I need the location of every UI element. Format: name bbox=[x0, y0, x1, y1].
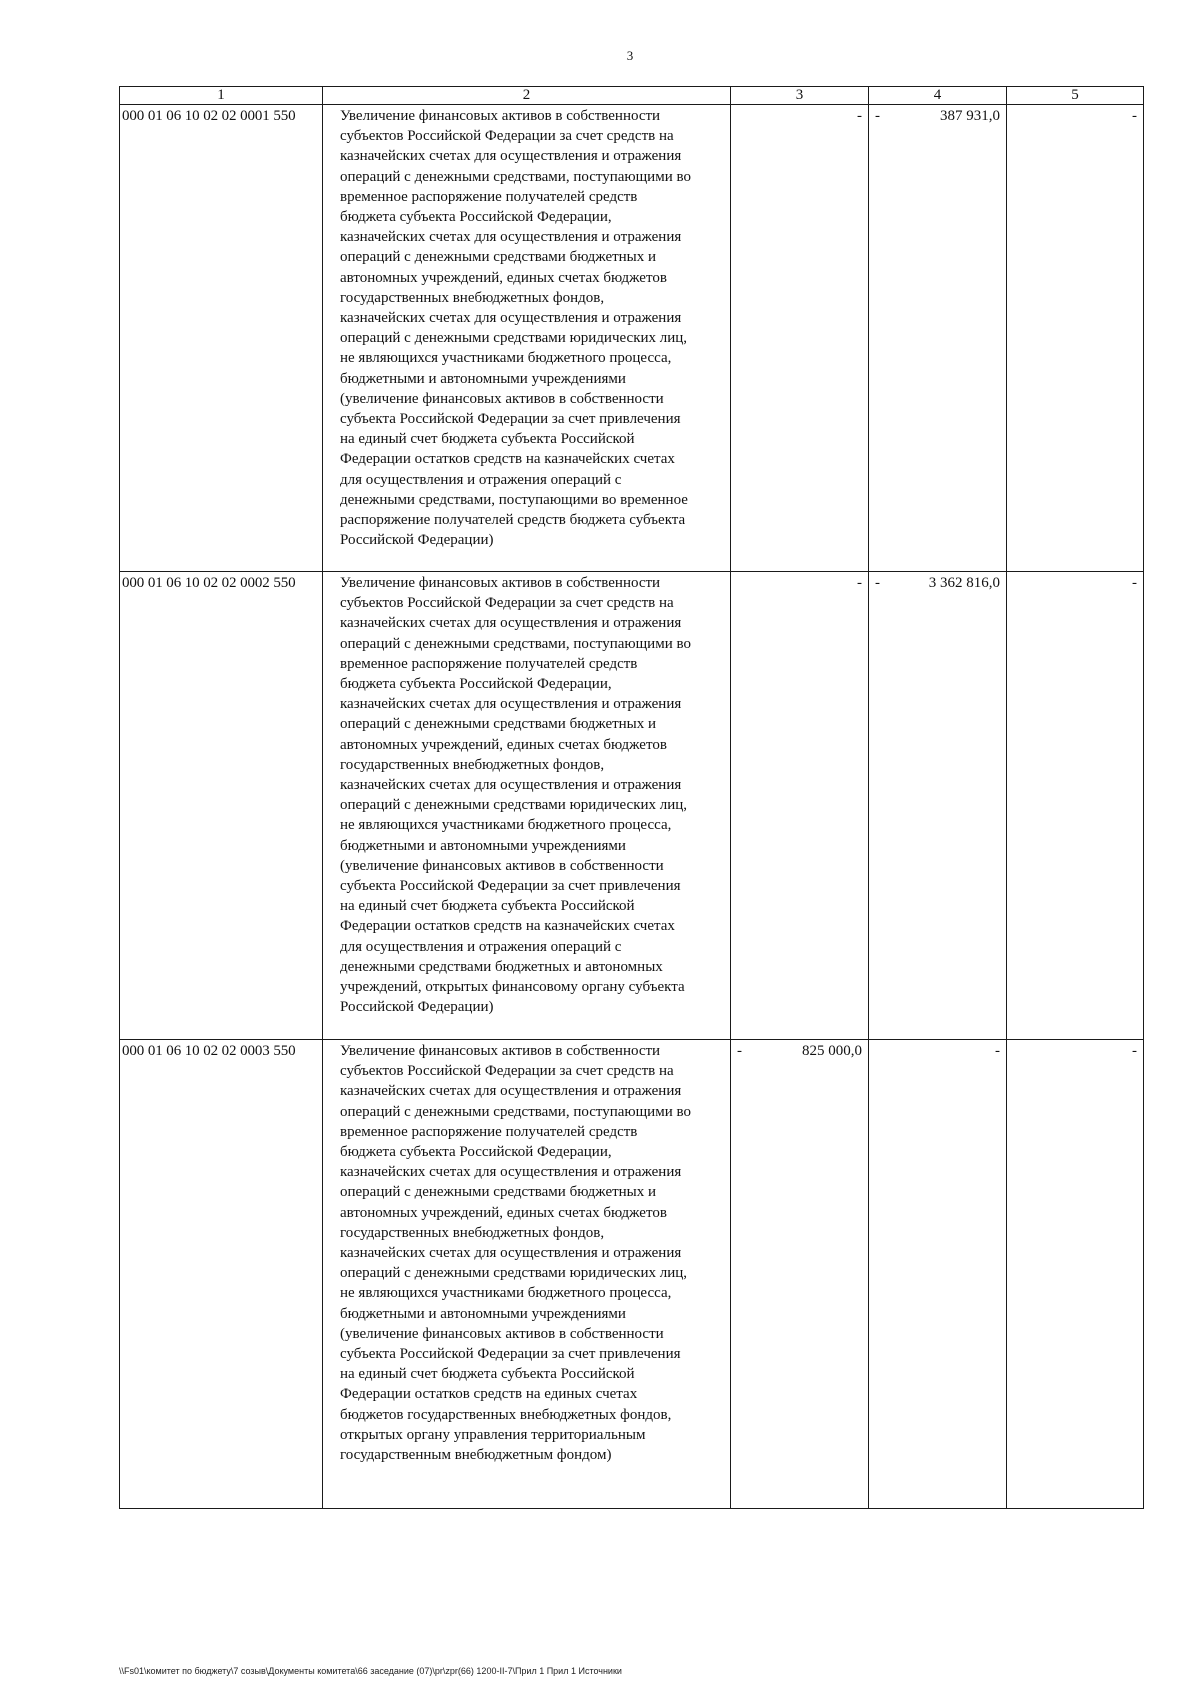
description-line: казначейских счетах для осуществления и отражения bbox=[340, 615, 682, 632]
column-header-2: 2 bbox=[323, 87, 731, 105]
amount-cell-col4 bbox=[869, 572, 1007, 1040]
amount-value: 3 362 816,0 bbox=[928, 575, 1000, 591]
description-line: субъекта Российской Федерации за счет привлечения bbox=[340, 411, 681, 428]
description-line: (увеличение финансовых активов в собственности bbox=[340, 390, 664, 407]
description-line: государственным внебюджетным фондом) bbox=[340, 1447, 612, 1464]
amount-value: - bbox=[1132, 108, 1137, 124]
amount-cell-col3 bbox=[731, 572, 869, 1040]
description-line: бюджета субъекта Российской Федерации, bbox=[340, 209, 612, 226]
column-header-3: 3 bbox=[731, 87, 869, 105]
description-line: автономных учреждений, единых счетах бюджетов bbox=[340, 269, 667, 286]
description-line: временное распоряжение получателей средств bbox=[340, 188, 638, 205]
description-line: операций с денежными средствами бюджетных и bbox=[340, 716, 657, 733]
description-line: Увеличение финансовых активов в собственности bbox=[340, 108, 661, 124]
table-header-row bbox=[120, 87, 1144, 105]
description-line: операций с денежными средствами, поступающими во bbox=[340, 1103, 691, 1120]
budget-code-cell: 000 01 06 10 02 02 0001 550 bbox=[120, 105, 323, 572]
description-line: денежными средствами, поступающими во временное bbox=[340, 491, 688, 508]
description-line: операций с денежными средствами юридических лиц, bbox=[340, 1265, 688, 1282]
amount-cell-col5 bbox=[1007, 572, 1144, 1040]
description-cell bbox=[323, 572, 731, 1040]
description-line: автономных учреждений, единых счетах бюджетов bbox=[340, 1204, 667, 1221]
description-line: бюджетными и автономными учреждениями bbox=[340, 1305, 626, 1322]
description-line: для осуществления и отражения операций с bbox=[340, 938, 622, 955]
description-line: на единый счет бюджета субъекта Российской bbox=[340, 898, 635, 915]
description-line: автономных учреждений, единых счетах бюджетов bbox=[340, 736, 667, 753]
description-line: казначейских счетах для осуществления и отражения bbox=[340, 310, 682, 327]
file-path-footer: \\Fs01\комитет по бюджету\7 созыв\Документы комитета\66 заседание (07)\pr\zpr(66) 1200-II-7\Прил 1 Прил 1 Источники bbox=[119, 1666, 622, 1676]
amount-dash: - bbox=[875, 575, 880, 591]
amount-value: - bbox=[1132, 575, 1137, 591]
amount-cell-col4 bbox=[869, 1040, 1007, 1509]
description-line: не являющихся участниками бюджетного процесса, bbox=[340, 1285, 672, 1302]
table-row bbox=[120, 572, 1144, 1040]
description-line: денежными средствами бюджетных и автономных bbox=[340, 958, 663, 975]
description-line: операций с денежными средствами юридических лиц, bbox=[340, 330, 688, 347]
description-line: Федерации остатков средств на казначейских счетах bbox=[340, 451, 675, 468]
description-line: на единый счет бюджета субъекта Российской bbox=[340, 1366, 635, 1383]
table-row bbox=[120, 105, 1144, 572]
description-line: операций с денежными средствами, поступающими во bbox=[340, 635, 691, 652]
amount-value: - bbox=[995, 1043, 1000, 1059]
description-line: государственных внебюджетных фондов, bbox=[340, 1224, 605, 1241]
description-line: не являющихся участниками бюджетного процесса, bbox=[340, 817, 672, 834]
description-cell bbox=[323, 1040, 731, 1509]
description-line: не являющихся участниками бюджетного процесса, bbox=[340, 350, 672, 367]
description-line: казначейских счетах для осуществления и отражения bbox=[340, 1083, 682, 1100]
description-line: государственных внебюджетных фондов, bbox=[340, 289, 605, 306]
amount-cell-col5 bbox=[1007, 1040, 1144, 1509]
amount-value: - bbox=[857, 575, 862, 591]
description-line: операций с денежными средствами, поступающими во bbox=[340, 168, 691, 185]
description-line: операций с денежными средствами бюджетных и bbox=[340, 1184, 657, 1201]
description-line: Увеличение финансовых активов в собственности bbox=[340, 575, 661, 591]
description-line: для осуществления и отражения операций с bbox=[340, 471, 622, 488]
description-line: временное распоряжение получателей средств bbox=[340, 655, 638, 672]
description-line: Российской Федерации) bbox=[340, 999, 494, 1016]
description-line: бюджетными и автономными учреждениями bbox=[340, 837, 626, 854]
column-header-4: 4 bbox=[869, 87, 1007, 105]
column-header-5: 5 bbox=[1007, 87, 1144, 105]
description-line: Федерации остатков средств на единых счетах bbox=[340, 1386, 638, 1403]
description-line: казначейских счетах для осуществления и отражения bbox=[340, 1164, 682, 1181]
description-line: субъектов Российской Федерации за счет средств на bbox=[340, 128, 674, 145]
amount-cell-col4 bbox=[869, 105, 1007, 572]
description-line: казначейских счетах для осуществления и отражения bbox=[340, 1245, 682, 1262]
description-line: Российской Федерации) bbox=[340, 532, 494, 549]
description-line: субъектов Российской Федерации за счет средств на bbox=[340, 595, 674, 612]
amount-cell-col3 bbox=[731, 105, 869, 572]
budget-code-cell: 000 01 06 10 02 02 0002 550 bbox=[120, 572, 323, 1040]
description-line: бюджета субъекта Российской Федерации, bbox=[340, 676, 612, 693]
description-line: Увеличение финансовых активов в собственности bbox=[340, 1043, 661, 1059]
description-line: казначейских счетах для осуществления и отражения bbox=[340, 148, 682, 165]
description-line: учреждений, открытых финансовому органу субъекта bbox=[340, 979, 685, 996]
description-line: субъектов Российской Федерации за счет средств на bbox=[340, 1063, 674, 1080]
description-line: (увеличение финансовых активов в собственности bbox=[340, 1325, 664, 1342]
description-line: казначейских счетах для осуществления и отражения bbox=[340, 229, 682, 246]
description-line: государственных внебюджетных фондов, bbox=[340, 756, 605, 773]
amount-value: - bbox=[1132, 1043, 1137, 1059]
table-row bbox=[120, 1040, 1144, 1509]
budget-sources-table bbox=[119, 86, 1144, 1509]
amount-cell-col5 bbox=[1007, 105, 1144, 572]
amount-cell-col3 bbox=[731, 1040, 869, 1509]
column-header-1: 1 bbox=[120, 87, 323, 105]
amount-value: - bbox=[857, 108, 862, 124]
description-line: казначейских счетах для осуществления и отражения bbox=[340, 696, 682, 713]
description-line: бюджета субъекта Российской Федерации, bbox=[340, 1144, 612, 1161]
description-line: операций с денежными средствами бюджетных и bbox=[340, 249, 657, 266]
amount-value: 825 000,0 bbox=[802, 1043, 862, 1059]
description-cell bbox=[323, 105, 731, 572]
page-number: 3 bbox=[626, 48, 634, 63]
budget-code-cell: 000 01 06 10 02 02 0003 550 bbox=[120, 1040, 323, 1509]
description-line: субъекта Российской Федерации за счет привлечения bbox=[340, 1346, 681, 1363]
description-line: бюджетными и автономными учреждениями bbox=[340, 370, 626, 387]
description-line: (увеличение финансовых активов в собственности bbox=[340, 857, 664, 874]
description-line: бюджетов государственных внебюджетных фондов, bbox=[340, 1406, 672, 1423]
amount-dash: - bbox=[875, 108, 880, 124]
description-line: субъекта Российской Федерации за счет привлечения bbox=[340, 878, 681, 895]
description-line: казначейских счетах для осуществления и отражения bbox=[340, 777, 682, 794]
description-line: Федерации остатков средств на казначейских счетах bbox=[340, 918, 675, 935]
amount-value: 387 931,0 bbox=[940, 108, 1000, 124]
description-line: открытых органу управления территориальным bbox=[340, 1426, 646, 1443]
description-line: операций с денежными средствами юридических лиц, bbox=[340, 797, 688, 814]
amount-dash: - bbox=[737, 1043, 742, 1059]
description-line: временное распоряжение получателей средств bbox=[340, 1123, 638, 1140]
description-line: на единый счет бюджета субъекта Российской bbox=[340, 431, 635, 448]
description-line: распоряжение получателей средств бюджета субъекта bbox=[340, 512, 686, 529]
